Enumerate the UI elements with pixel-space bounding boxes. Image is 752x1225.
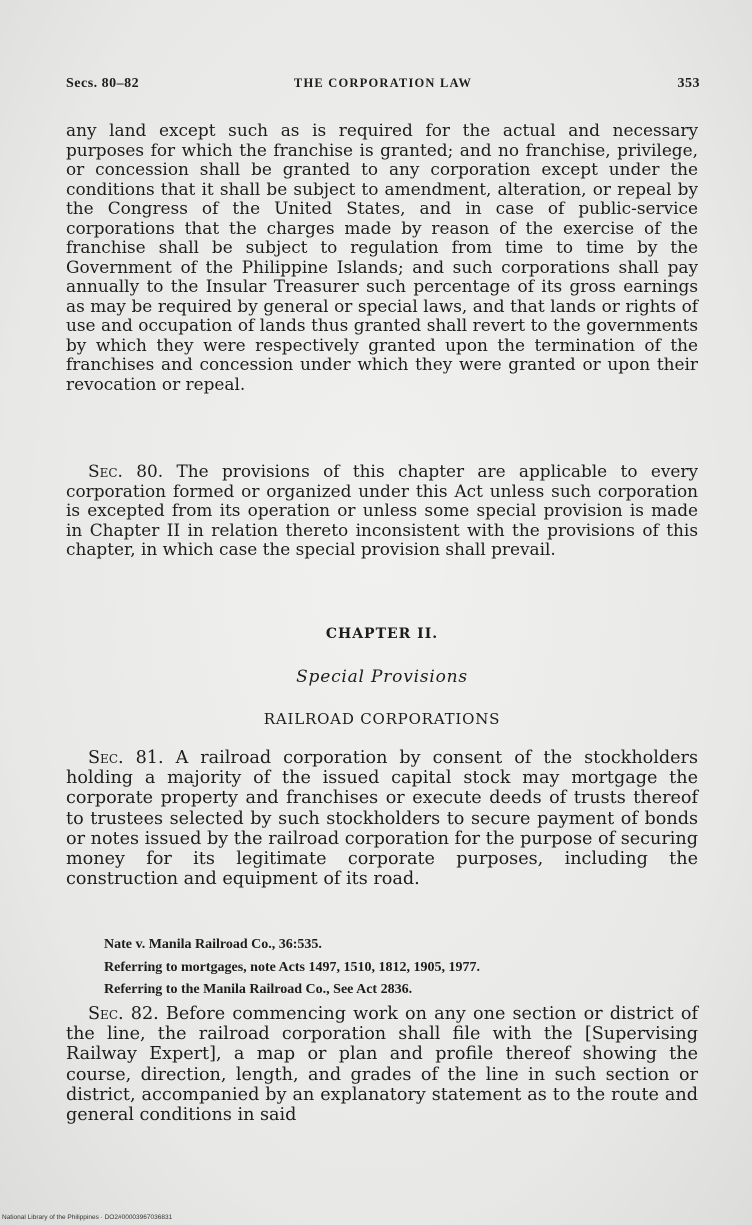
page-number: 353 <box>677 76 700 91</box>
section-82-label: Sec. <box>88 1004 124 1024</box>
section-81-text: 81. A railroad corporation by consent of the stockholders holding a majority of the issued capital stock may mortgage the corporate property and franchises or execute deeds of trusts thereof to trustees selected by such stockholders to secure payment of bonds or notes issued by the railroad corporation for the purpose of securing money for its legitimate corporate purposes, including the construction and equipment of its road. <box>66 748 698 890</box>
library-footer: National Library of the Philippines · DO2#00003967036831 <box>2 1214 173 1221</box>
section-82-text: 82. Before commencing work on any one section or district of the line, the railroad corporation shall file with the [Supervising Railway Expert], a map or plan and profile thereof showing the course, direction, length, and grades of the line in such section or district, accompanied by an explanatory statement as to the route and general conditions in said <box>66 1004 698 1126</box>
note-line: Nate v. Manila Railroad Co., 36:535. <box>104 937 322 952</box>
section-80 <box>66 462 698 560</box>
section-81-label: Sec. <box>88 748 124 768</box>
section-80-paragraph <box>66 462 698 560</box>
section-heading: RAILROAD CORPORATIONS <box>263 710 501 728</box>
section-81 <box>66 748 698 889</box>
section-80-label: Sec. <box>88 461 123 481</box>
note-line: Referring to mortgages, note Acts 1497, 1510, 1812, 1905, 1977. <box>104 959 480 975</box>
section-82-paragraph <box>66 1004 698 1125</box>
section-80-text: 80. The provisions of this chapter are applicable to every corporation formed or organized under this Act unless such corporation is excepted from its operation or unless some special provision is made in Chapter II in relation thereto inconsistent with the provisions of this chapter, in which case the special provision shall prevail. <box>66 461 698 559</box>
annotation-notes <box>104 934 704 1002</box>
continuation-text: any land except such as is required for the actual and necessary purposes for which the franchise is granted; and no franchise, privilege, or concession shall be granted to any corporation except under the conditions that it shall be subject to amendment, alteration, or repeal by the Congress of the United States, and in case of public-service corporations that the charges made by reason of the exercise of the franchise shall be subject to regulation from time to time by the Government of the Philippine Islands; and such corporations shall pay annually to the Insular Treasurer such percentage of its gross earnings as may be required by general or special laws, and that lands or rights of use and occupation of lands thus granted shall revert to the governments by which they were respectively granted upon the termination of the franchises and concession under which they were granted or upon their revocation or repeal. <box>66 120 698 394</box>
continuation-paragraph <box>66 121 698 394</box>
header-title: THE CORPORATION LAW <box>293 76 473 90</box>
section-82 <box>66 1004 698 1125</box>
note-line: Referring to the Manila Railroad Co., See Act 2836. <box>104 982 413 997</box>
chapter-subtitle: Special Provisions <box>296 667 468 687</box>
header-section-range: Secs. 80–82 <box>66 76 140 91</box>
section-81-paragraph <box>66 748 698 889</box>
chapter-title: CHAPTER II. <box>325 626 439 642</box>
